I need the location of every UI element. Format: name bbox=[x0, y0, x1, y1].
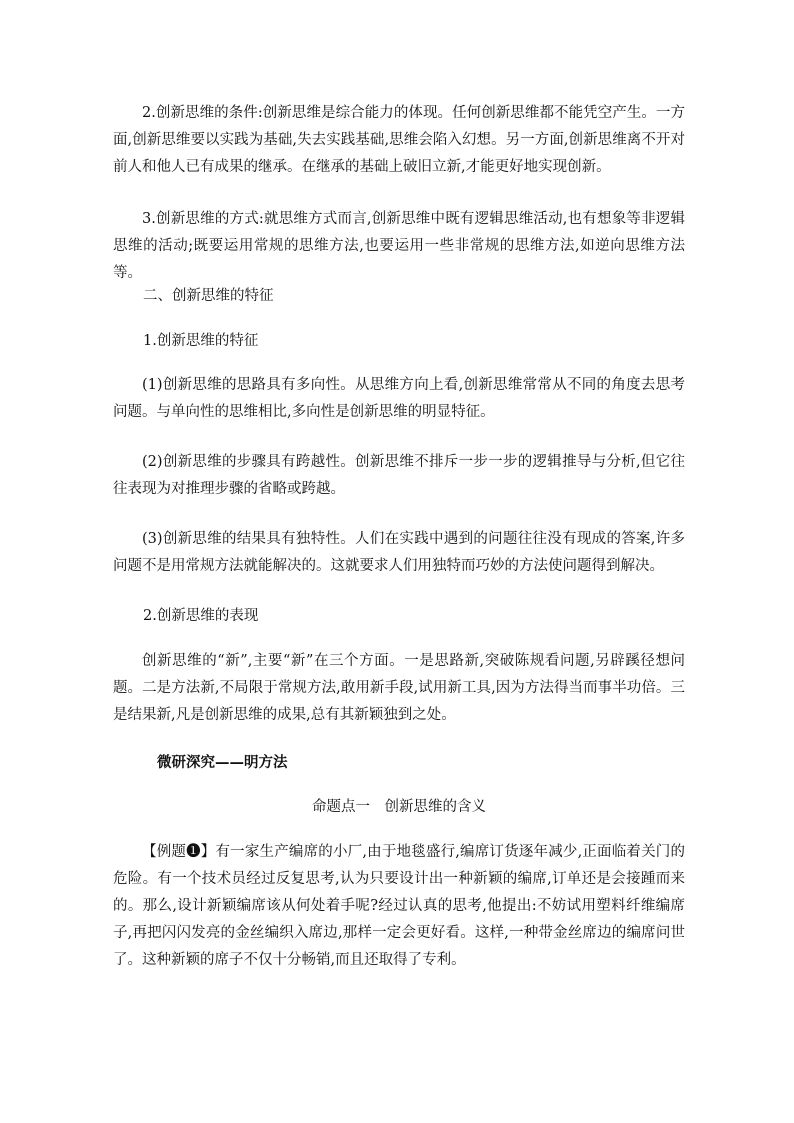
paragraph-example-1: 【例题❶】有一家生产编席的小厂,由于地毯盛行,编席订货逐年减少,正面临着关门的危险。有一个技术员经过反复思考,认为只要设计出一种新颖的编席,订单还是会接踵而来的。那么,设计新颖编席该从何处着手呢?经过认真的思考,他提出:不妨试用塑料纤维编席子,再把闪闪发亮的金丝编织入席边,那样一定会更好看。这样,一种带金丝席边的编席问世了。这种新颖的席子不仅十分畅销,而且还取得了专利。 bbox=[113, 844, 685, 968]
paragraph-feature-3: (3)创新思维的结果具有独特性。人们在实践中遇到的问题往往没有现成的答案,许多问题不是用常规方法就能解决的。这就要求人们用独特而巧妙的方法使问题得到解决。 bbox=[113, 531, 685, 574]
section-heading-features: 二、创新思维的特征 bbox=[143, 288, 274, 304]
subheading-expression: 2.创新思维的表现 bbox=[143, 608, 259, 624]
paragraph-innovation-conditions: 2.创新思维的条件:创新思维是综合能力的体现。任何创新思维都不能凭空产生。一方面,创新思维要以实践为基础,失去实践基础,思维会陷入幻想。另一方面,创新思维离不开对前人和他人已有成果的继承。在继承的基础上破旧立新,才能更好地实现创新。 bbox=[113, 105, 685, 175]
subheading-features: 1.创新思维的特征 bbox=[143, 333, 259, 349]
section-heading-micro-study: 微研深究——明方法 bbox=[157, 755, 288, 771]
paragraph-feature-1: (1)创新思维的思路具有多向性。从思维方向上看,创新思维常常从不同的角度去思考问题。与单向性的思维相比,多向性是创新思维的明显特征。 bbox=[113, 377, 685, 420]
paragraph-innovation-methods: 3.创新思维的方式:就思维方式而言,创新思维中既有逻辑思维活动,也有想象等非逻辑思维的活动;既要运用常规的思维方法,也要运用一些非常规的思维方法,如逆向思维方法等。 bbox=[113, 211, 685, 281]
paragraph-feature-2: (2)创新思维的步骤具有跨越性。创新思维不排斥一步一步的逻辑推导与分析,但它往往表现为对推理步骤的省略或跨越。 bbox=[113, 454, 685, 497]
topic-heading: 命题点一 创新思维的含义 bbox=[312, 799, 486, 815]
paragraph-expression: 创新思维的“新”,主要“新”在三个方面。一是思路新,突破陈规看问题,另辟蹊径想问题。二是方法新,不局限于常规方法,敢用新手段,试用新工具,因为方法得当而事半功倍。三是结果新,凡是创新思维的成果,总有其新颖独到之处。 bbox=[113, 653, 685, 723]
